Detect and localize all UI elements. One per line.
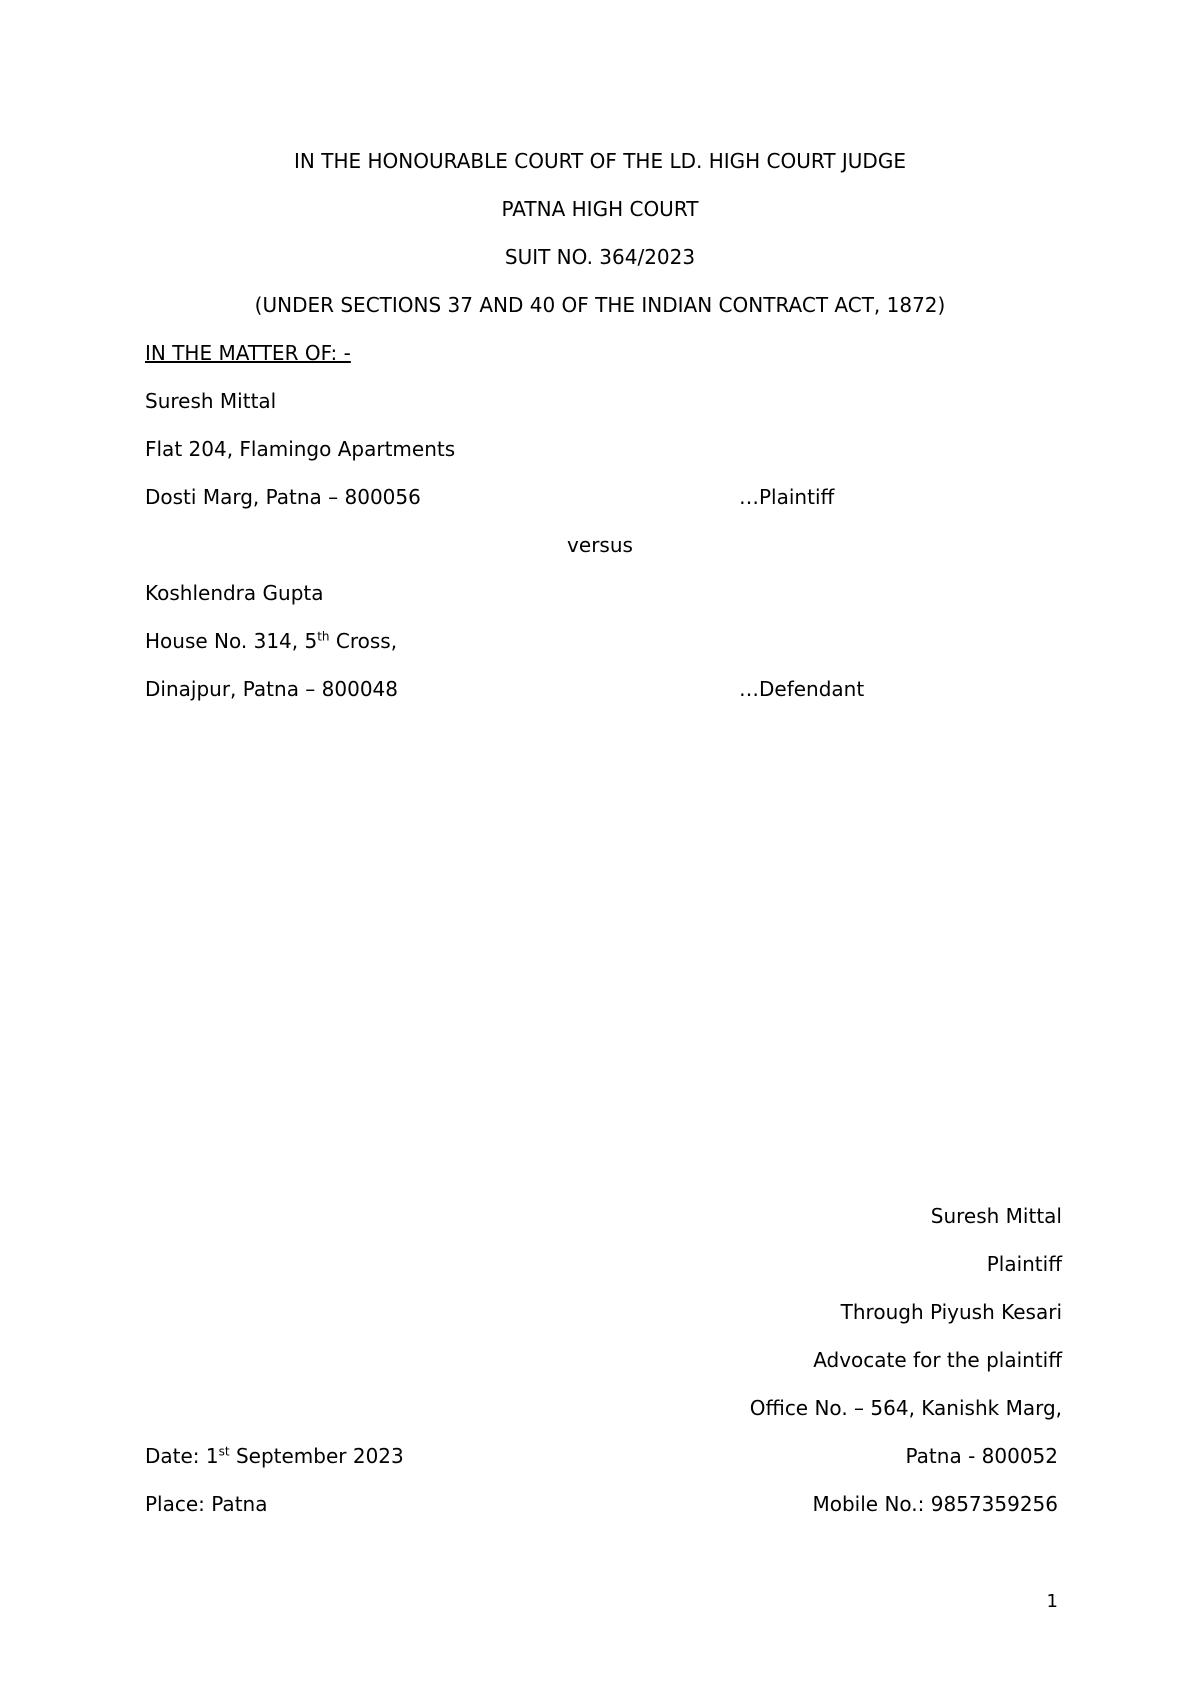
suit-number: SUIT NO. 364/2023 [504,245,696,269]
signature-role: Plaintiff [986,1252,1062,1276]
matter-heading: IN THE MATTER OF: - [145,341,351,365]
date-sup: st [218,1444,230,1459]
signature-city: Patna - 800052 [905,1444,1058,1468]
date-pre: Date: 1 [145,1444,219,1468]
court-title: IN THE HONOURABLE COURT OF THE LD. HIGH COURT JUDGE [294,149,906,173]
date-post: September 2023 [229,1444,404,1468]
signature-advocate: Advocate for the plaintiff [813,1348,1062,1372]
plaintiff-role: …Plaintiff [739,485,835,509]
page-number: 1 [1046,1591,1058,1612]
signature-through: Through Piyush Kesari [840,1300,1062,1324]
statute-sections: (UNDER SECTIONS 37 AND 40 OF THE INDIAN CONTRACT ACT, 1872) [254,293,946,317]
plaintiff-address-line2: Dosti Marg, Patna – 800056 [145,485,421,509]
signature-mobile: Mobile No.: 9857359256 [812,1492,1058,1516]
plaintiff-name: Suresh Mittal [145,389,277,413]
defendant-address-line1 [145,628,397,654]
signature-office: Office No. – 564, Kanishk Marg, [749,1396,1062,1420]
document-place: Place: Patna [145,1492,268,1516]
defendant-address-line1-pre: House No. 314, 5 [145,629,318,653]
court-name: PATNA HIGH COURT [501,197,699,221]
defendant-address-line1-sup: th [317,629,330,644]
document-date [145,1443,404,1469]
plaintiff-address-line1: Flat 204, Flamingo Apartments [145,437,456,461]
versus-label: versus [567,533,633,557]
defendant-address-line2: Dinajpur, Patna – 800048 [145,677,399,701]
defendant-name: Koshlendra Gupta [145,581,324,605]
signature-name: Suresh Mittal [930,1204,1062,1228]
defendant-address-line1-post: Cross, [329,629,398,653]
defendant-role: …Defendant [739,677,865,701]
